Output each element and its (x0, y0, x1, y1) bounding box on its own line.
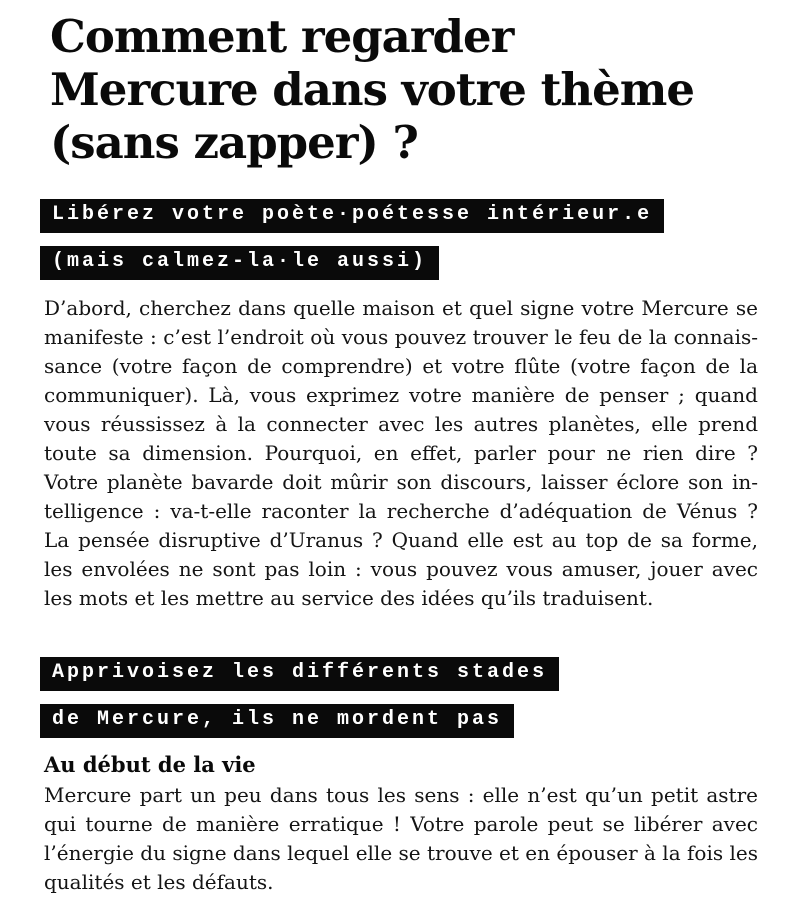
section-heading-2 (40, 657, 758, 738)
paragraph-line: l’énergie du signe dans lequel elle se trouve et en épouser à la fois les (44, 841, 758, 865)
paragraph-line: Mercure part un peu dans tous les sens : elle n’est qu’un petit astre (44, 783, 758, 807)
page-title-line: Comment regarder (50, 10, 514, 63)
heading-bar (40, 704, 514, 738)
paragraph-line: sance (votre façon de comprendre) et votre flûte (votre façon de la (44, 354, 758, 378)
section-heading-1 (40, 199, 758, 280)
heading-bar-label: Libérez votre poète·poétesse intérieur.e (52, 203, 653, 226)
paragraph-line: toute sa dimension. Pourquoi, en effet, parler pour ne rien dire ? (44, 441, 758, 465)
heading-bar-label: Apprivoisez les différents stades (52, 661, 548, 684)
paragraph-line: qui tourne de manière erratique ! Votre parole peut se libérer avec (44, 812, 758, 836)
heading-bar (40, 199, 664, 233)
heading-bar-label: (mais calmez-la·le aussi) (52, 250, 428, 273)
paragraph-line: qualités et les défauts. (44, 870, 274, 894)
page-title (50, 10, 758, 169)
body-paragraph (44, 781, 758, 897)
page-title-line: Mercure dans votre thème (50, 63, 694, 116)
paragraph-line: D’abord, cherchez dans quelle maison et quel signe votre Mercure se (44, 296, 758, 320)
paragraph-line: vous réussissez à la connecter avec les autres planètes, elle prend (44, 412, 758, 436)
page-title-line: (sans zapper) ? (50, 116, 418, 169)
subheading: Au début de la vie (44, 752, 256, 777)
paragraph-line: Votre planète bavarde doit mûrir son discours, laisser éclore son in- (44, 470, 758, 494)
heading-bar-label: de Mercure, ils ne mordent pas (52, 708, 503, 731)
heading-bar (40, 657, 559, 691)
paragraph-line: les mots et les mettre au service des idées qu’ils traduisent. (44, 586, 654, 610)
paragraph-line: telligence : va-t-elle raconter la recherche d’adéquation de Vénus ? (44, 499, 758, 523)
paragraph-line: les envolées ne sont pas loin : vous pouvez vous amuser, jouer avec (44, 557, 758, 581)
heading-bar (40, 246, 439, 280)
paragraph-line: communiquer). Là, vous exprimez votre manière de penser ; quand (44, 383, 758, 407)
paragraph-line: La pensée disruptive d’Uranus ? Quand elle est au top de sa forme, (44, 528, 758, 552)
paragraph-line: manifeste : c’est l’endroit où vous pouvez trouver le feu de la connais- (44, 325, 758, 349)
body-paragraph (44, 294, 758, 613)
